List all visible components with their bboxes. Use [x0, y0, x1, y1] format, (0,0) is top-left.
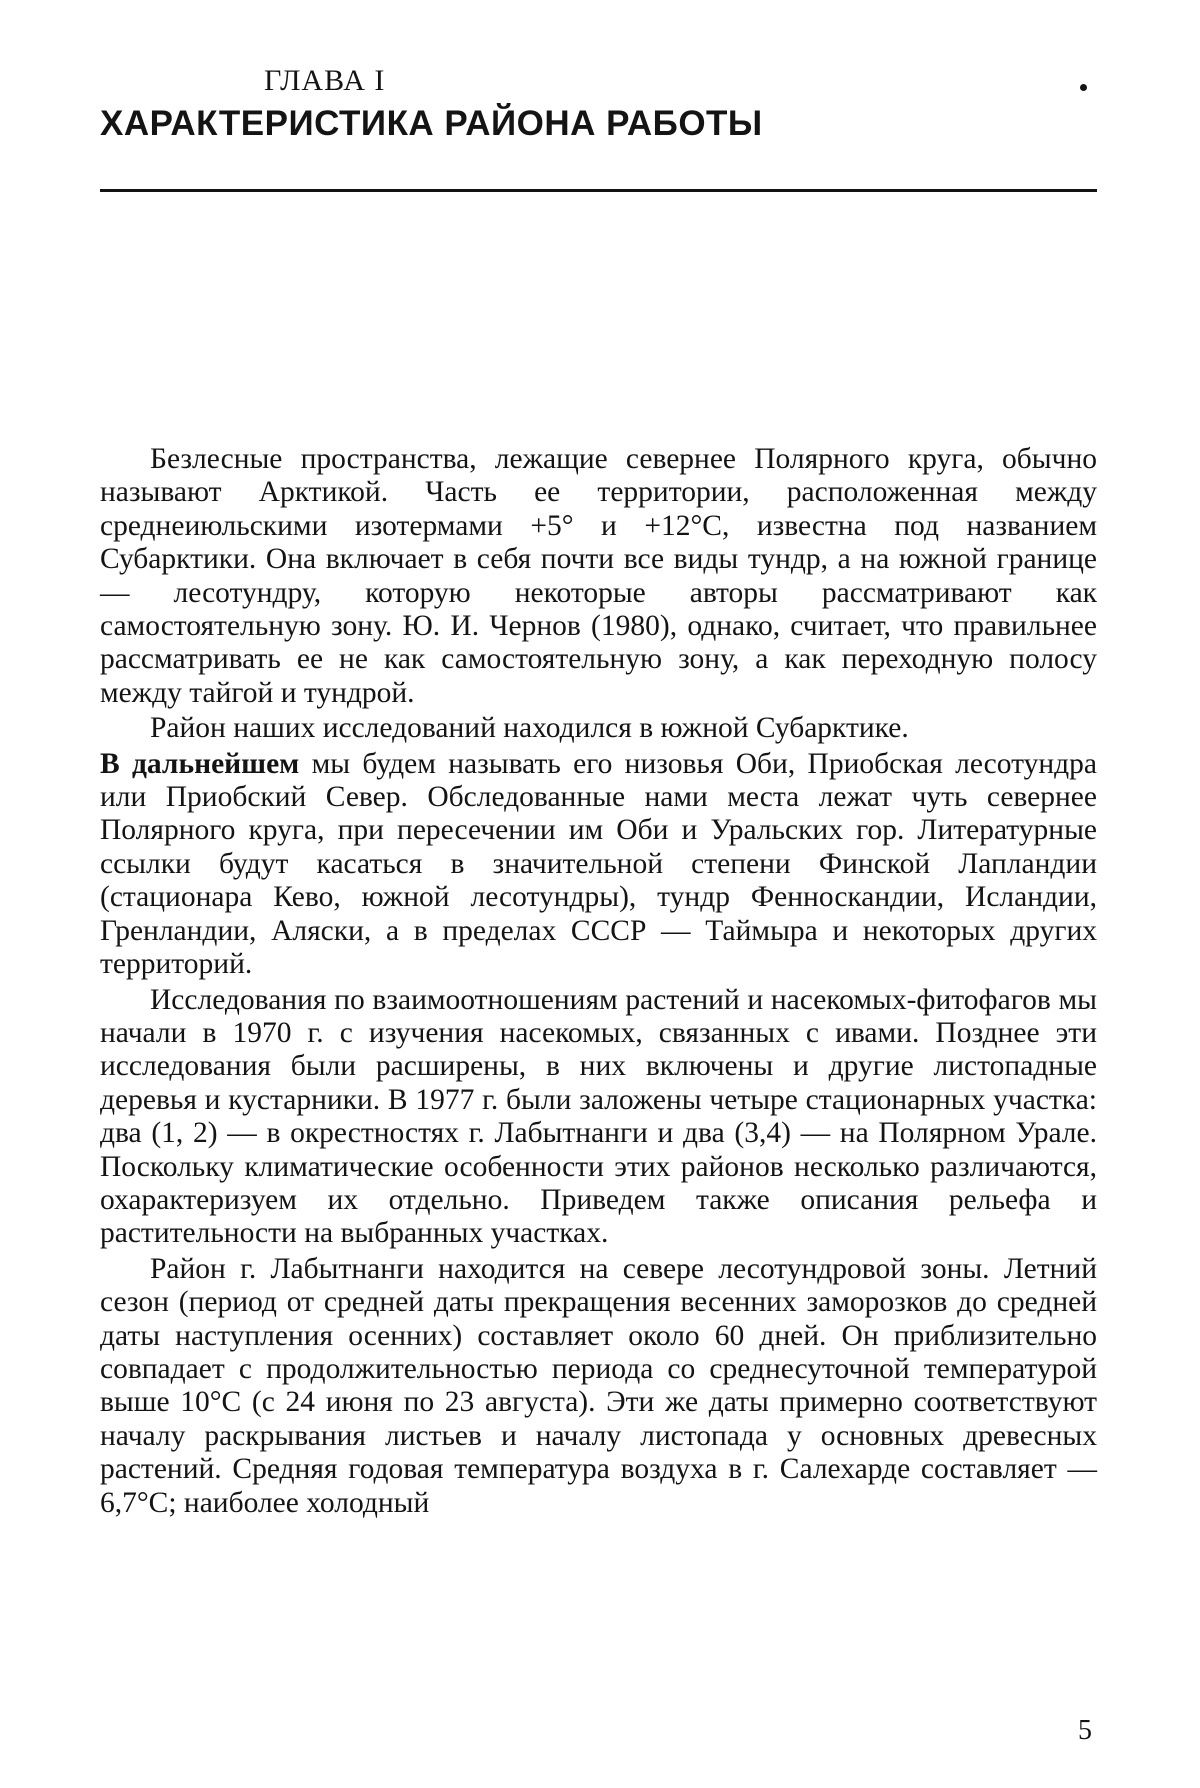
paragraph: Район наших исследований находился в южной Субарктике. [150, 712, 909, 745]
paragraph-continuation: мы будем называть его низовья Оби, Приобская лесотундра или Приобский Север. Обследованные нами места лежат чуть севернее Полярного круга, при пересечении им Оби и Уральских гор. Литературные ссылки будут касаться в значительной степени Финской Лапландии (стационара Кево, южной лесотундры), тундр Фенноскандии, Исландии, Гренландии, Аляски, а в пределах СССР — Таймыра и некоторых других территорий. [100, 747, 1097, 981]
paragraph: Безлесные пространства, лежащие севернее Полярного круга, обычно называют Арктикой. Часть ее территории, расположенная между среднеиюльскими изотермами +5° и +12°С, известна под названием Субарктики. Она включает в себя почти все виды тундр, а на южной границе — лесотундру, которую некоторые авторы рассматривают как самостоятельную зону. Ю. И. Чернов (1980), однако, считает, что правильнее рассматривать ее не как самостоятельную зону, а как переходную полосу между тайгой и тундрой. [100, 443, 1097, 709]
page-number: 5 [1078, 1715, 1092, 1746]
title-rule [100, 189, 1097, 192]
paragraph: Исследования по взаимоотношениям растений и насекомых-фитофагов мы начали в 1970 г. с изучения насекомых, связанных с ивами. Позднее эти исследования были расширены, в них включены и другие листопадные деревья и кустарники. В 1977 г. были заложены четыре стационарных участка: два (1, 2) — в окрестностях г. Лабытнанги и два (3,4) — на Полярном Урале. Поскольку климатические особенности этих районов несколько различаются, охарактеризуем их отдельно. Приведем также описания рельефа и растительности на выбранных участках. [100, 983, 1097, 1250]
paragraph [100, 748, 1097, 982]
chapter-title: ХАРАКТЕРИСТИКА РАЙОНА РАБОТЫ [100, 104, 763, 143]
chapter-label: ГЛАВА I [264, 64, 386, 97]
paragraph-lead-bold: В дальнейшем [100, 747, 300, 780]
body-text [100, 443, 1097, 1522]
print-speck-dot [1080, 84, 1087, 91]
paragraph: Район г. Лабытнанги находится на севере лесотундровой зоны. Летний сезон (период от средней даты прекращения весенних заморозков до средней даты наступления осенних) составляет около 60 дней. Он приблизительно совпадает с продолжительностью периода со среднесуточной температурой выше 10°С (с 24 июня по 23 августа). Эти же даты примерно соответствуют началу раскрывания листьев и началу листопада у основных древесных растений. Средняя годовая температура воздуха в г. Салехарде составляет —6,7°С; наиболее холодный [100, 1252, 1097, 1519]
